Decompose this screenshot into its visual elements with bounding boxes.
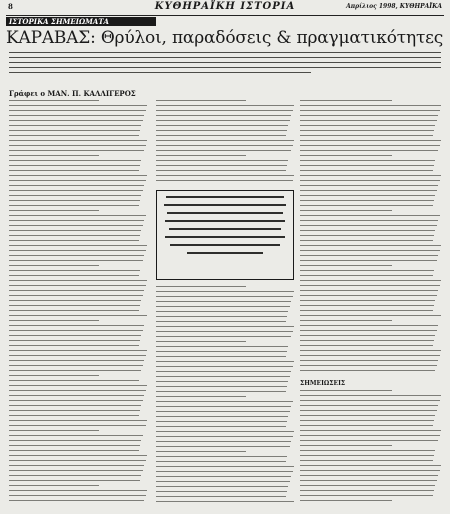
article-column-1 [9, 100, 147, 508]
running-title: ΚΥΘΗΡΑΪΚΗ ΙΣΤΟΡΙΑ [154, 1, 296, 12]
lead-paragraph [9, 52, 441, 84]
sources-heading: ΣΗΜΕΙΩΣΕΙΣ [300, 380, 346, 387]
footnotes-column [300, 390, 441, 508]
article-byline: Γράφει ο ΜΑΝ. Π. ΚΑΛΛΙΓΕΡΟΣ [9, 89, 136, 98]
pull-quote-box [156, 190, 294, 280]
masthead-divider [6, 15, 444, 16]
masthead [6, 2, 444, 14]
page-number: 8 [8, 2, 13, 11]
article-column-3 [300, 100, 441, 375]
section-label: ΙΣΤΟΡΙΚΑ ΣΗΜΕΙΩΜΑΤΑ [6, 17, 156, 26]
article-headline: ΚΑΡΑΒΑΣ: Θρύλοι, παραδόσεις & πραγματικότητες [6, 28, 444, 48]
issue-date: Απρίλιος 1998, ΚΥΘΗΡΑΪΚΑ [346, 3, 442, 10]
article-column-2-continued [156, 286, 294, 508]
article-column-2 [156, 100, 294, 186]
